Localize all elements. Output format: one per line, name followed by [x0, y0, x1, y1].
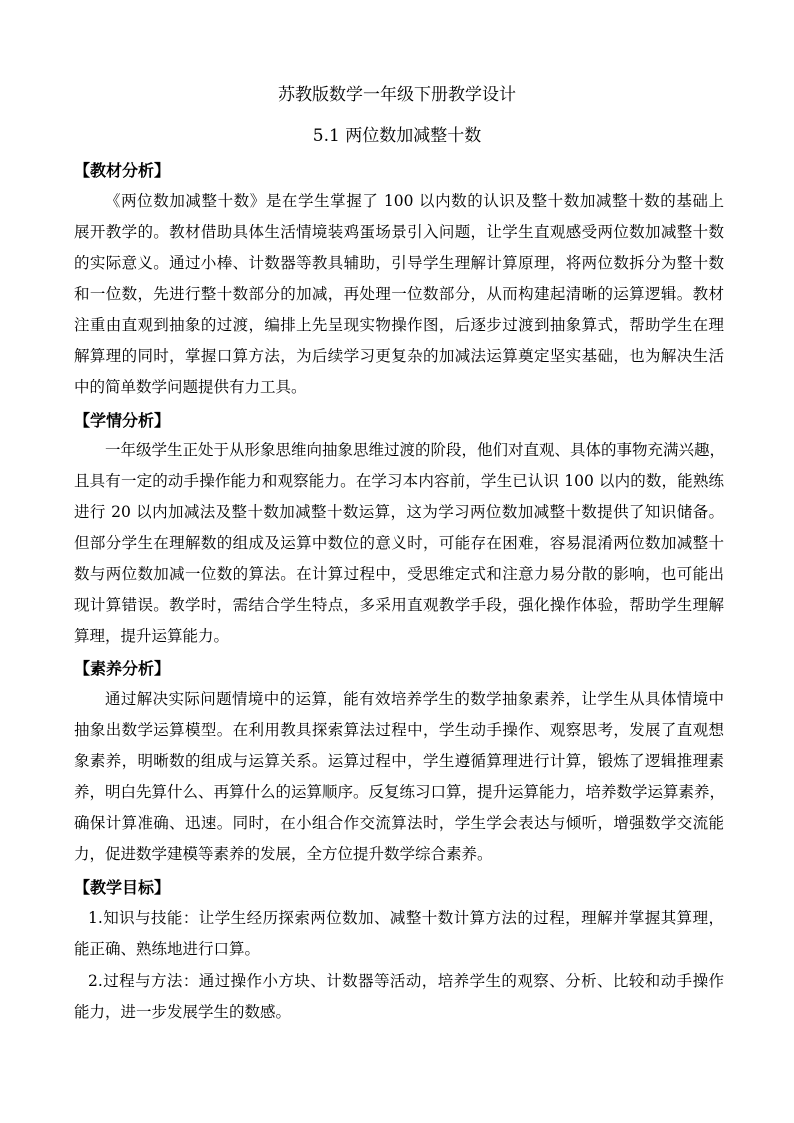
- paragraph-line: 力，促进数学建模等素养的发展，全方位提升数学综合素养。: [74, 845, 493, 863]
- paragraph-line: 确保计算准确、迅速。同时，在小组合作交流算法时，学生学会表达与倾听，增强数学交流能: [74, 814, 724, 832]
- paragraph-line: 1.知识与技能：让学生经历探索两位数加、减整十数计算方法的过程，理解并掌握其算理，: [88, 909, 724, 927]
- paragraph-line: 能正确、熟练地进行口算。: [74, 940, 261, 958]
- paragraph-textbook-analysis: [74, 186, 724, 403]
- paragraph-line: 象素养，明晰数的组成与运算关系。运算过程中，学生遵循算理进行计算，锻炼了逻辑推理素: [74, 752, 724, 770]
- paragraph-line: 通过解决实际问题情境中的运算，能有效培养学生的数学抽象素养，让学生从具体情境中: [105, 690, 724, 708]
- paragraph-line: 注重由直观到抽象的过渡，编排上先呈现实物操作图，后逐步过渡到抽象算式，帮助学生在理: [74, 316, 724, 334]
- paragraph-line: 数与两位数加减一位数的算法。在计算过程中，受思维定式和注意力易分散的影响，也可能出: [74, 565, 724, 583]
- paragraph-line: 解算理的同时，掌握口算方法，为后续学习更复杂的加减法运算奠定坚实基础，也为解决生活: [74, 347, 724, 365]
- paragraph-line: 和一位数，先进行整十数部分的加减，再处理一位数部分，从而构建起清晰的运算逻辑。教材: [74, 285, 724, 303]
- paragraph-line: 但部分学生在理解数的组成及运算中数位的意义时，可能存在困难，容易混淆两位数加减整十: [74, 534, 724, 552]
- paragraph-line: 进行 20 以内加减法及整十数加减整十数运算，这为学习两位数加减整十数提供了知识储备。: [74, 503, 724, 521]
- paragraph-line: 2.过程与方法：通过操作小方块、计数器等活动，培养学生的观察、分析、比较和动手操作: [88, 972, 724, 990]
- lesson-title: 5.1 两位数加减整十数: [312, 126, 482, 146]
- paragraph-line: 抽象出数学运算模型。在利用教具探索算法过程中，学生动手操作、观察思考，发展了直观想: [74, 721, 724, 739]
- paragraph-line: 现计算错误。教学时，需结合学生特点，多采用直观教学手段，强化操作体验，帮助学生理解: [74, 596, 724, 614]
- teaching-goal-2: [74, 966, 724, 1028]
- section-heading-teaching-goals: 【教学目标】: [74, 878, 171, 897]
- paragraph-line: 且具有一定的动手操作能力和观察能力。在学习本内容前，学生已认识 100 以内的数，能熟练: [74, 472, 724, 490]
- teaching-goal-1: [74, 903, 724, 965]
- paragraph-line: 《两位数加减整十数》是在学生掌握了 100 以内数的认识及整十数加减整十数的基础上: [105, 192, 724, 210]
- paragraph-line: 养，明白先算什么、再算什么的运算顺序。反复练习口算，提升运算能力，培养数学运算素养，: [74, 783, 726, 801]
- section-heading-student-analysis: 【学情分析】: [74, 411, 171, 430]
- paragraph-line: 能力，进一步发展学生的数感。: [74, 1003, 292, 1021]
- document-title: 苏教版数学一年级下册教学设计: [278, 85, 516, 105]
- paragraph-line: 展开教学的。教材借助具体生活情境装鸡蛋场景引入问题，让学生直观感受两位数加减整十数: [74, 223, 724, 241]
- section-heading-literacy-analysis: 【素养分析】: [74, 659, 171, 678]
- paragraph-student-analysis: [74, 435, 724, 652]
- paragraph-line: 中的简单数学问题提供有力工具。: [74, 378, 307, 396]
- paragraph-line: 一年级学生正处于从形象思维向抽象思维过渡的阶段，他们对直观、具体的事物充满兴趣，: [105, 441, 726, 459]
- paragraph-line: 的实际意义。通过小棒、计数器等教具辅助，引导学生理解计算原理，将两位数拆分为整十数: [74, 254, 724, 272]
- paragraph-line: 算理，提升运算能力。: [74, 627, 230, 645]
- section-heading-textbook-analysis: 【教材分析】: [74, 161, 171, 180]
- paragraph-literacy-analysis: [74, 684, 724, 870]
